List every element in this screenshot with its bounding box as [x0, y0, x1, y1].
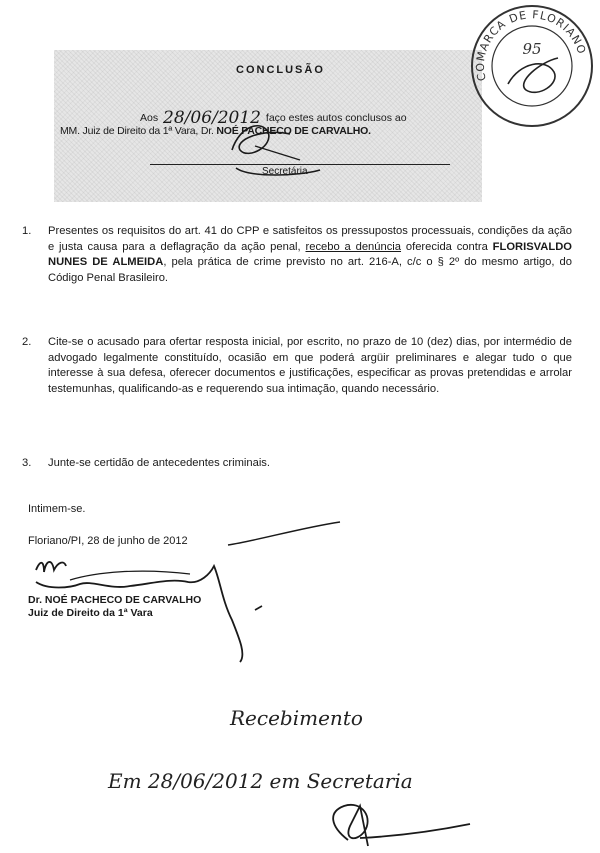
seal-text: COMARCA DE FLORIANO — [473, 8, 589, 83]
item-3-number: 3. — [22, 457, 32, 469]
signer-name: Dr. NOÉ PACHECO DE CARVALHO — [28, 594, 202, 606]
item-2 — [22, 335, 572, 397]
item-3-text: Junte-se certidão de antecedentes criminais. — [48, 457, 271, 469]
item-1 — [22, 224, 572, 286]
secretaria-signature-line — [150, 164, 450, 165]
handwritten-note-line-1: Recebimento — [230, 706, 363, 730]
conclusion-text-after-date: faço estes autos conclusos ao — [265, 112, 407, 124]
court-seal-stamp — [468, 2, 596, 130]
item-1-text — [48, 224, 572, 286]
conclusion-judge-name: NOÉ PACHECO DE CARVALHO. — [216, 125, 371, 137]
intimem-se: Intimem-se. — [28, 503, 86, 515]
conclusion-aos: Aos — [140, 112, 159, 124]
item-1-defendant-name: FLORISVALDO NUNES DE ALMEIDA — [48, 240, 573, 268]
conclusion-handwritten-date: 28/06/2012 — [163, 108, 261, 128]
item-1-part-3: oferecida contra — [405, 240, 488, 253]
item-1-part-1: Presentes os requisitos do art. 41 do CPP e satisfeitos os pressupostos processuais, condições da ação e justa causa para a deflagração da ação penal, — [48, 225, 572, 253]
item-1-receive-complaint: recebo a denúncia — [305, 240, 402, 253]
seal-number: 95 — [522, 40, 542, 58]
item-3 — [22, 456, 572, 472]
conclusion-judge-prefix: MM. Juiz de Direito da 1ª Vara, Dr. — [60, 125, 214, 137]
place-date: Floriano/PI, 28 de junho de 2012 — [28, 535, 188, 547]
secretaria-label: Secretária — [262, 166, 308, 177]
item-1-part-5: , pela prática de crime previsto no art. 216-A, c/c o § 2º do mesmo artigo, do Código Penal Brasileiro. — [48, 256, 572, 284]
receipt-signature — [333, 805, 470, 846]
conclusion-line-1 — [140, 106, 407, 126]
item-2-text: Cite-se o acusado para ofertar resposta inicial, por escrito, no prazo de 10 (dez) dias, por intermédio de advogado legalmente constituído, ocasião em que poderá argüir preliminares e alegar tudo o que interesse à sua defesa, oferecer documentos e justificações, especificar as provas pretendidas e arrolar testemunhas, qualificando-as e requerendo sua intimação, quando necessário. — [48, 336, 572, 395]
conclusion-line-2 — [60, 125, 371, 137]
item-1-number: 1. — [22, 225, 32, 237]
item-2-number: 2. — [22, 336, 32, 348]
signer-title: Juiz de Direito da 1ª Vara — [28, 607, 153, 619]
signer-block — [28, 594, 201, 620]
conclusion-title: CONCLUSÃO — [236, 64, 325, 76]
handwritten-note-line-2: Em 28/06/2012 em Secretaria — [108, 769, 413, 793]
